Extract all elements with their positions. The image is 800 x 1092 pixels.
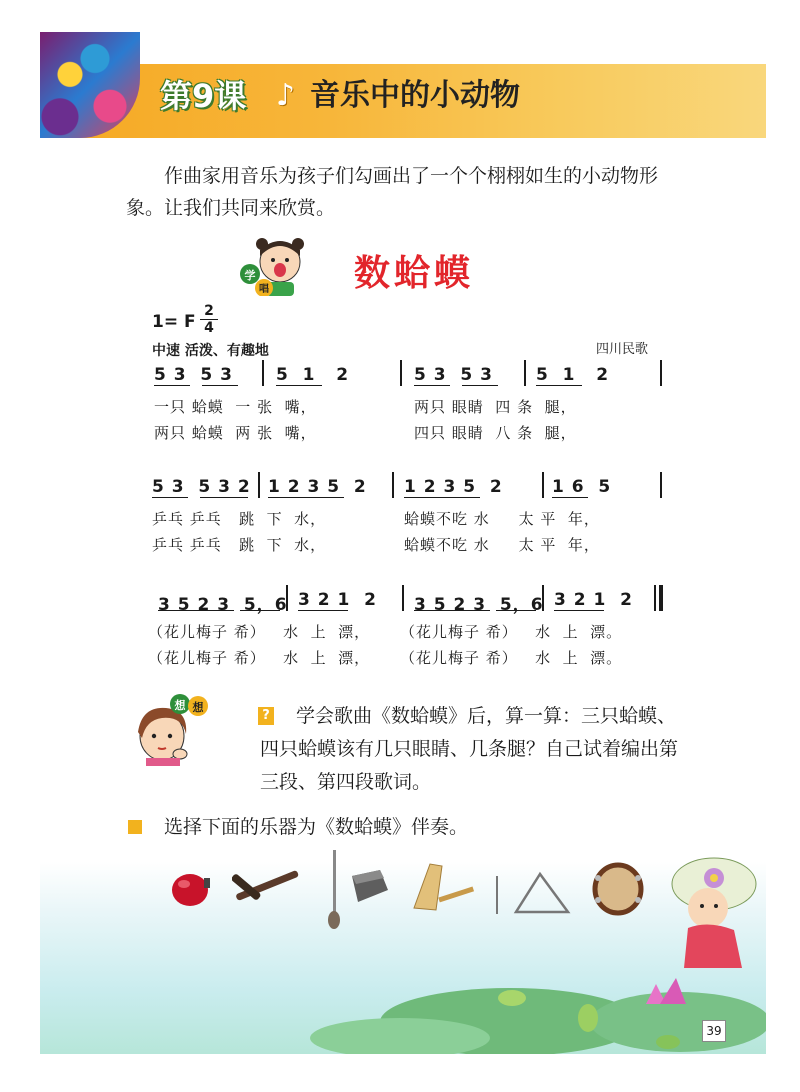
notes: 1 6 5 [552, 477, 612, 497]
intro-paragraph [126, 160, 726, 224]
barline [402, 585, 404, 611]
textbook-page [40, 32, 766, 1054]
notes: 5 3 5 3 [154, 365, 233, 385]
notes: 3 2 1 2 [298, 590, 377, 610]
key-signature: 1= F [152, 312, 196, 332]
lyric-line: 蛤蟆不吃 水 太 平 年， [404, 510, 600, 528]
barline [660, 472, 662, 498]
sing-badge-char-2: 唱 [259, 284, 269, 295]
song-title: 数蛤蟆 [354, 253, 475, 294]
notes: 5 3 5 3 [414, 365, 493, 385]
square-bullet-icon [128, 820, 142, 834]
beam [536, 385, 582, 386]
sing-badge-char-1: 学 [244, 269, 256, 282]
barline [262, 360, 264, 386]
beam [414, 385, 450, 386]
notes: 5 1 2 [536, 365, 610, 385]
think-paragraph [260, 700, 700, 799]
beam [152, 497, 188, 498]
music-note-icon: ♪ [276, 78, 296, 113]
question-icon: ? [258, 707, 274, 725]
tempo-marking: 中速 活泼、有趣地 [152, 343, 269, 359]
final-barline [659, 585, 663, 611]
beam [154, 385, 190, 386]
beam [496, 610, 536, 611]
page-number: 39 [702, 1020, 726, 1042]
beam [202, 385, 238, 386]
think-line-2: 四只蛤蟆该有几只眼睛、几条腿？自己试着编出第 [260, 738, 679, 760]
intro-line-1: 作曲家用音乐为孩子们勾画出了一个个栩栩如生的小动物形 [164, 165, 659, 187]
think-badge-char-1: 想 [174, 699, 186, 712]
lyric-line: （花儿梅子 希） 水 上 漂。 [400, 623, 623, 641]
beam [268, 497, 344, 498]
barline [524, 360, 526, 386]
lyric-line: 两只 眼睛 四 条 腿， [414, 398, 577, 416]
lesson-number: 第9课 [160, 77, 247, 115]
wood-block-icon [408, 858, 478, 916]
lesson-title: 音乐中的小动物 [310, 78, 520, 113]
thinking-girl-icon [132, 692, 212, 766]
lyric-line: 乒乓 乒乓 跳 下 水， [152, 510, 327, 528]
barline [654, 585, 656, 611]
beam [158, 610, 234, 611]
girl-illustration [644, 850, 766, 970]
lyric-line: 两只 蛤蟆 两 张 嘴， [154, 424, 317, 442]
tambourine-icon [592, 862, 644, 916]
castanet-icon [168, 870, 214, 908]
notes: 3 5 2 3 5，6 [158, 595, 288, 615]
beam [298, 610, 348, 611]
barline [660, 360, 662, 386]
time-signature [200, 304, 218, 335]
notes: 1 2 3 5 2 [268, 477, 367, 497]
notes: 3 2 1 2 [554, 590, 633, 610]
lyric-line: （花儿梅子 希） 水 上 漂， [148, 649, 371, 667]
think-line-1: 学会歌曲《数蛤蟆》后，算一算：三只蛤蟆、 [296, 705, 677, 727]
lyric-line: （花儿梅子 希） 水 上 漂。 [400, 649, 623, 667]
barline [400, 360, 402, 386]
claves-icon [232, 860, 306, 906]
lyric-line: 蛤蟆不吃 水 太 平 年， [404, 536, 600, 554]
triangle-icon [492, 870, 578, 916]
lyric-line: 四只 眼睛 八 条 腿， [414, 424, 577, 442]
beam [554, 610, 604, 611]
lyric-line: 乒乓 乒乓 跳 下 水， [152, 536, 327, 554]
beam [240, 610, 280, 611]
beam [552, 497, 588, 498]
beam [276, 385, 322, 386]
intro-line-2: 象。让我们共同来欣赏。 [126, 197, 336, 219]
think-badge-char-2: 想 [192, 701, 204, 714]
notes: 3 5 2 3 5，6 [414, 595, 544, 615]
beam [414, 610, 490, 611]
time-sig-top: 2 [204, 303, 214, 319]
notes: 1 2 3 5 2 [404, 477, 503, 497]
lyric-line: 一只 蛤蟆 一 张 嘴， [154, 398, 317, 416]
beam [404, 497, 480, 498]
lyric-line: （花儿梅子 希） 水 上 漂， [148, 623, 371, 641]
notes: 5 1 2 [276, 365, 350, 385]
time-sig-bottom: 4 [204, 320, 214, 336]
choose-instruction: 选择下面的乐器为《数蛤蟆》伴奏。 [164, 816, 469, 838]
barline [286, 585, 288, 611]
notes: 5 3 5 3 2 [152, 477, 251, 497]
sing-girl-icon [238, 234, 308, 296]
barline [258, 472, 260, 498]
beam [200, 497, 248, 498]
think-line-3: 三段、第四段歌词。 [260, 771, 432, 793]
song-origin: 四川民歌 [596, 342, 649, 357]
barline [392, 472, 394, 498]
barline [542, 472, 544, 498]
beam [462, 385, 498, 386]
barline [542, 585, 544, 611]
sand-block-icon [348, 866, 390, 906]
